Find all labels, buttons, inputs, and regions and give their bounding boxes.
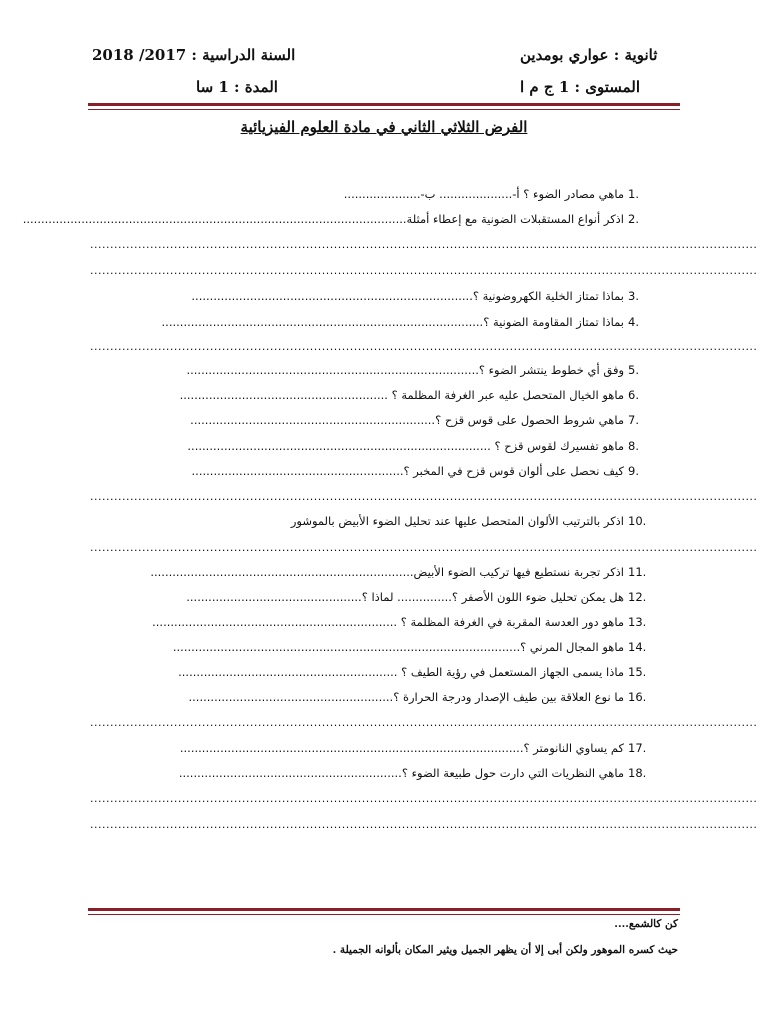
question-text: ماهي النظريات التي دارت حول طبيعة الضوء ؟.............................................................	[178, 766, 624, 780]
footer-line-1: كن كالشمع....	[614, 918, 678, 930]
question-8	[88, 438, 658, 454]
question-11	[88, 564, 658, 580]
question-number: .17	[628, 741, 647, 755]
answer-line: .......................................................................................................................................................................	[90, 340, 758, 353]
question-17	[88, 740, 658, 756]
school-year: السنة الدراسية : 2017/ 2018	[92, 46, 296, 64]
question-2	[22, 211, 658, 227]
answer-line: .......................................................................................................................................................................	[90, 541, 758, 554]
question-number: .12	[628, 590, 647, 604]
question-text: اذكر أنواع المستقبلات الضونية مع إعطاء أمثلة.........................................................................................................	[22, 212, 624, 226]
question-number: .7	[628, 413, 639, 427]
question-number: .15	[628, 665, 647, 679]
question-text: اذكر بالترتيب الألوان المتحصل عليها عند تحليل الضوء الأبيض بالموشور	[290, 514, 624, 528]
school-name: ثانوية : عواري بومدين	[520, 46, 658, 64]
question-10	[88, 513, 658, 529]
answer-line: .......................................................................................................................................................................	[90, 716, 758, 729]
question-3	[88, 288, 658, 304]
question-number: .9	[628, 464, 639, 478]
question-number: .2	[628, 212, 639, 226]
answer-line: .......................................................................................................................................................................	[90, 818, 758, 831]
exam-title: الفرض الثلاثي الثاني في مادة العلوم الفيزيائية	[240, 118, 528, 136]
question-number: .4	[628, 315, 639, 329]
question-number: .6	[628, 388, 639, 402]
question-number: .11	[628, 565, 647, 579]
question-number: .10	[628, 514, 647, 528]
question-14	[88, 639, 658, 655]
question-text: هل يمكن تحليل ضوء اللون الأصفر ؟............... لماذا ؟................................................	[186, 590, 624, 604]
header-rule-thin	[88, 109, 680, 110]
question-text: ما نوع العلاقة بين طيف الإصدار ودرجة الحرارة ؟........................................................	[188, 690, 624, 704]
question-text: ماهو الخيال المتحصل عليه عبر الغرفة المظلمة ؟ .........................................................	[179, 388, 624, 402]
question-number: .5	[628, 363, 639, 377]
question-12	[88, 589, 658, 605]
footer-rule-thin	[88, 914, 680, 915]
question-number: .8	[628, 439, 639, 453]
question-text: ماهو المجال المرني ؟...............................................................................................	[172, 640, 624, 654]
question-number: .1	[628, 187, 639, 201]
question-13	[88, 614, 658, 630]
question-5	[88, 362, 658, 378]
exam-duration: المدة : 1 سا	[196, 78, 278, 96]
question-text: ماهو تفسيرك لقوس قزح ؟ ...................................................................................	[187, 439, 624, 453]
question-text: اذكر تجربة نستطيع فيها تركيب الضوء الأبيض........................................................................	[150, 565, 624, 579]
question-16	[88, 689, 658, 705]
question-text: كيف نحصل على ألوان قوس قزح في المخبر ؟..........................................................	[191, 464, 624, 478]
question-15	[88, 664, 658, 680]
question-text: كم يساوي النانومتر ؟..............................................................................................	[179, 741, 624, 755]
question-text: ماهي مصادر الضوء ؟ أ-.................... ب-.....................	[343, 187, 624, 201]
question-9	[88, 463, 658, 479]
footer-rule-thick	[88, 908, 680, 911]
question-text: ماذا يسمى الجهاز المستعمل في رؤية الطيف ؟ ............................................................	[178, 665, 624, 679]
answer-line: .......................................................................................................................................................................	[90, 792, 758, 805]
question-number: .18	[628, 766, 647, 780]
class-level: المستوى : 1 ج م ا	[520, 78, 641, 96]
question-number: .14	[628, 640, 647, 654]
question-4	[88, 314, 658, 330]
question-text: وفق أي خطوط ينتشر الضوء ؟................................................................................	[186, 363, 624, 377]
question-number: .16	[628, 690, 647, 704]
question-18	[88, 765, 658, 781]
question-text: بماذا تمتاز المقاومة الضونية ؟........................................................................................	[161, 315, 624, 329]
question-6	[88, 387, 658, 403]
answer-line: .......................................................................................................................................................................	[90, 490, 758, 503]
question-text: ماهو دور العدسة المقربة في الغرفة المظلمة ؟ ...................................................................	[152, 615, 624, 629]
question-1	[88, 186, 658, 202]
question-number: .3	[628, 289, 639, 303]
footer-line-2: حيث كسره الموهور ولكن أبى إلا أن يظهر الجميل ويثير المكان بألوانه الجميلة .	[332, 944, 678, 956]
header-rule-thick	[88, 103, 680, 106]
question-7	[88, 412, 658, 428]
question-text: ماهي شروط الحصول على قوس قزح ؟...................................................................	[190, 413, 624, 427]
answer-line: .......................................................................................................................................................................	[90, 238, 758, 251]
answer-line: .......................................................................................................................................................................	[90, 264, 758, 277]
question-number: .13	[628, 615, 647, 629]
question-text: بماذا تمتاز الخلية الكهروضونية ؟.............................................................................	[191, 289, 624, 303]
